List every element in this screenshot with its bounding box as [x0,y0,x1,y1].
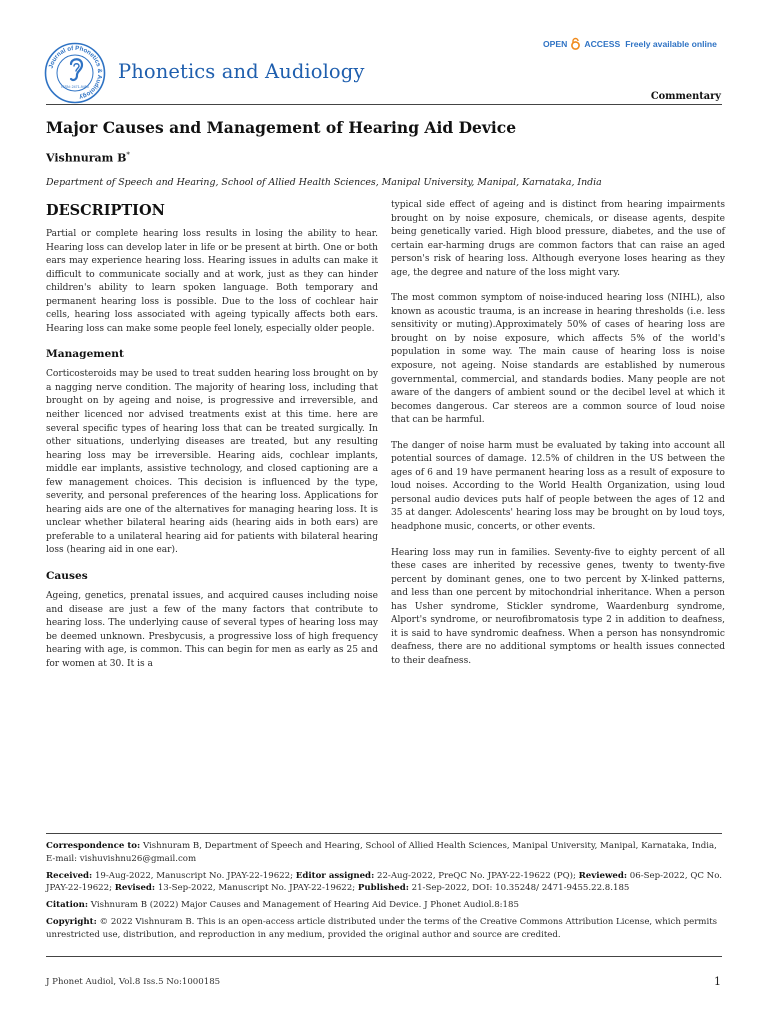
paragraph: Partial or complete hearing loss results in losing the ability to hear. Hearing loss can develop later in life or be present at birth. One or both ears may experience hearing loss. Hearing issues in adults can make it difficult to communicate socially and at work, just as they can hinder children's ability to learn spoken language. Both temporary and permanent hearing loss is possible. Due to the loss of cochlear hair cells, hearing loss associated with ageing typically affects both ears. Hearing loss can make some people feel lonely, especially older people. [46,229,378,334]
affiliation: Department of Speech and Hearing, School of Allied Health Sciences, Manipal University, Manipal, Karnataka, India [46,177,602,188]
open-access-badge [543,37,717,50]
revised-label: Revised: [114,883,156,894]
reviewed-text: 06-Sep-2022, QC No. JPAY-22-19622; [46,870,722,894]
author-line [46,151,130,165]
management-heading: Management [46,348,124,361]
logo-ring-text: Journal of Phonetics & Audiology [47,44,104,101]
page-number: 1 [714,975,721,988]
journal-logo [44,42,106,104]
citation-label: Citation: [46,900,89,911]
citation-text: Vishnuram B (2022) Major Causes and Management of Hearing Aid Device. J Phonet Audiol.8:185 [90,900,519,911]
paragraph: The danger of noise harm must be evaluated by taking into account all potential sources of damage. 12.5% of children in the US between the ages of 6 and 19 have permanent hearing loss as a result of exposure to loud noises. According to the World Health Organization, using loud personal audio devices puts half of people between the ages of 12 and 35 at danger. Adolescents' hearing loss may be brought on by loud toys, headphone music, concerts, or other events. [391,440,725,533]
published-label: Published: [357,883,409,894]
article-title: Major Causes and Management of Hearing Aid Device [46,118,517,137]
article-type: Commentary [650,91,721,102]
logo-issn: ISSN: 2471-9455 [61,85,89,89]
header-divider [46,104,722,105]
copyright-text: © 2022 Vishnuram B. This is an open-access article distributed under the terms of the Creative Commons Attribution License, which permits unrestricted use, distribution, and reproduction in any medium, provided the original author and source are credited. [46,916,718,940]
copyright-label: Copyright: [46,916,97,927]
received-text: 19-Aug-2022, Manuscript No. JPAY-22-19622; [94,870,294,881]
right-column [391,199,725,681]
description-heading: DESCRIPTION [46,202,165,219]
dates [46,870,724,896]
journal-reference: J Phonet Audiol, Vol.8 Iss.5 No:1000185 [46,977,221,987]
journal-name: Phonetics and Audiology [118,60,365,83]
correspondence [46,840,724,866]
freely-available-label: Freely available online [625,38,717,49]
open-lock-icon [569,37,582,50]
article-footnotes [46,840,724,946]
causes-heading: Causes [46,570,88,583]
open-label: OPEN [543,38,568,49]
editor-text: 22-Aug-2022, PreQC No. JPAY-22-19622 (PQ); [376,870,576,881]
reviewed-label: Reviewed: [578,870,628,881]
author-mark: * [126,151,130,159]
copyright [46,916,724,942]
footer-divider-top [46,833,722,834]
published-text: 21-Sep-2022, DOI: 10.35248/ 2471-9455.22.8.185 [411,883,630,894]
revised-text: 13-Sep-2022, Manuscript No. JPAY-22-19622; [157,883,356,894]
author-name: Vishnuram B [46,151,127,165]
paragraph: Ageing, genetics, prenatal issues, and acquired causes including noise and disease are just a few of the many factors that contribute to hearing loss. The underlying cause of several types of hearing loss may be deemed unknown. Presbycusis, a progressive loss of high frequency hearing with age, is common. This can begin for men as early as 25 and for women at 30. It is a [46,591,378,669]
editor-label: Editor assigned: [295,870,375,881]
left-column [46,199,378,683]
correspondence-text: Vishnuram B, Department of Speech and Hearing, School of Allied Health Sciences, Manipal University, Manipal, Karnataka, India, E-mail: vishuvishnu26@gmail.com [46,841,717,864]
paragraph: The most common symptom of noise-induced hearing loss (NIHL), also known as acoustic trauma, is an increase in hearing thresholds (i.e. less sensitivity or muting).Approximately 50% of cases of hearing loss are brought on by noise exposure, which affects 5% of the world's population in some way. The main cause of hearing loss is noise exposure, not ageing. Noise standards are established by numerous governmental, commercial, and standards bodies. Many people are not aware of the dangers of ambient sound or the decibel level at which it becomes dangerous. Car stereos are a common source of loud noise that can be harmful. [391,293,725,426]
paragraph: Hearing loss may run in families. Seventy-five to eighty percent of all these cases are inherited by recessive genes, twenty to twenty-five percent by dominant genes, one to two percent by X-linked patterns, and less than one percent by mitochondrial inheritance. When a person has Usher syndrome, Stickler syndrome, Waardenburg syndrome, Alport's syndrome, or neurofibromatosis type 2 in addition to deafness, it is said to have syndromic deafness. When a person has nonsyndromic deafness, there are no additional symptoms or health issues connected to their deafness. [391,547,725,666]
paragraph: typical side effect of ageing and is distinct from hearing impairments brought on by noise exposure, chemicals, or disease agents, despite being genetically varied. High blood pressure, diabetes, and the use of certain ear-harming drugs are common factors that can raise an aged person's risk of hearing loss. Although everyone loses hearing as they age, the degree and nature of the loss might vary. [391,200,725,278]
paragraph: Corticosteroids may be used to treat sudden hearing loss brought on by a nagging nerve condition. The majority of hearing loss, including that brought on by ageing and noise, is progressive and irreversible, and neither licenced nor advised treatments exist at this time. here are several specific types of hearing loss that can be treated surgically. In other situations, underlying diseases are treated, but any resulting hearing loss may be irreversible. Hearing aids, cochlear implants, middle ear implants, assistive technology, and closed captioning are a few management choices. This decision is influenced by the type, severity, and personal preferences of the hearing loss. Applications for hearing aids are one of the alternatives for managing hearing loss. It is unclear whether bilateral hearing aids (hearing aids in both ears) are preferable to a unilateral hearing aid for patients with bilateral hearing loss (hearing aid in one ear). [46,369,378,556]
footer-divider-bottom [46,956,722,957]
citation [46,899,724,912]
received-label: Received: [46,870,93,881]
access-label: ACCESS [584,38,621,49]
correspondence-label: Correspondence to: [46,841,141,851]
